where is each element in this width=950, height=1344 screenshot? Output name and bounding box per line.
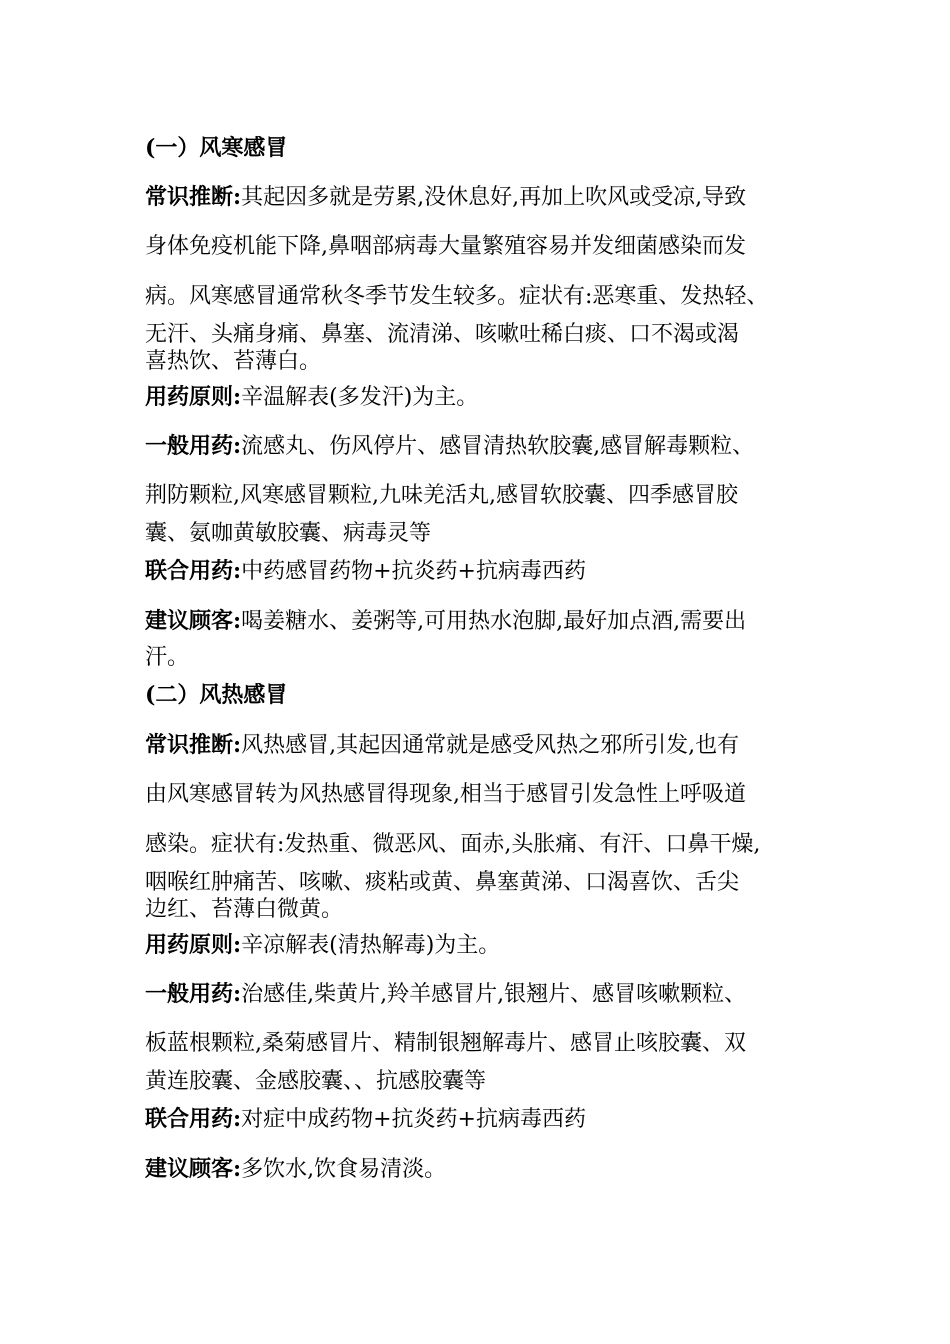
drugs-text: 板蓝根颗粒,桑菊感冒片、精制银翘解毒片、感冒止咳胶囊、双 [145,1031,746,1056]
combo-text: 对症中成药物+抗炎药+抗病毒西药 [241,1107,586,1132]
section-2-heading: (二）风热感冒 [145,682,288,708]
section-1-heading: (一）风寒感冒 [145,135,288,161]
advice-text: 汗。 [145,645,190,670]
drugs-text: 黄连胶囊、金感胶囊、、抗感胶囊等 [145,1069,487,1094]
section-1-diagnosis [145,182,825,213]
diagnosis-text: 感染。症状有:发热重、微恶风、面赤,头胀痛、有汗、口鼻干燥, [145,832,761,857]
diagnosis-text: 无汗、头痛身痛、鼻塞、流清涕、咳嗽吐稀白痰、口不渴或渴 [145,322,740,347]
diagnosis-text: 咽喉红肿痛苦、咳嗽、痰粘或黄、鼻塞黄涕、口渴喜饮、舌尖 [145,870,740,895]
advice-label: 建议顾客: [145,608,242,634]
section-2-advice [145,1154,825,1185]
diagnosis-text: 边红、苔薄白微黄。 [145,897,344,922]
advice-text: 喝姜糖水、姜粥等,可用热水泡脚,最好加点酒,需要出 [241,609,747,634]
diagnosis-text: 病。风寒感冒通常秋冬季节发生较多。症状有:恶寒重、发热轻、 [145,284,769,309]
diagnosis-text: 喜热饮、苔薄白。 [145,349,322,374]
section-1-advice [145,606,825,637]
section-1-drugs [145,431,825,462]
advice-label: 建议顾客: [145,1156,242,1182]
combo-label: 联合用药: [145,558,242,584]
principle-text: 辛温解表(多发汗)为主。 [241,385,479,410]
drugs-text: 流感丸、伤风停片、感冒清热软胶囊,感冒解毒颗粒、 [241,434,755,459]
diagnosis-label: 常识推断: [145,184,242,210]
drugs-text: 治感佳,柴黄片,羚羊感冒片,银翘片、感冒咳嗽颗粒、 [241,982,747,1007]
section-2-principle [145,930,825,961]
diagnosis-text: 风热感冒,其起因通常就是感受风热之邪所引发,也有 [241,733,740,758]
principle-label: 用药原则: [145,384,242,410]
section-2-combo [145,1104,825,1135]
diagnosis-text: 由风寒感冒转为风热感冒得现象,相当于感冒引发急性上呼吸道 [145,782,746,807]
drugs-text: 荆防颗粒,风寒感冒颗粒,九味羌活丸,感冒软胶囊、四季感冒胶 [145,483,738,508]
diagnosis-label: 常识推断: [145,732,242,758]
combo-text: 中药感冒药物+抗炎药+抗病毒西药 [241,559,586,584]
drugs-label: 一般用药: [145,433,242,459]
combo-label: 联合用药: [145,1106,242,1132]
drugs-label: 一般用药: [145,981,242,1007]
advice-text: 多饮水,饮食易清淡。 [241,1157,447,1182]
section-2-diagnosis [145,730,825,761]
section-1-principle [145,382,825,413]
diagnosis-text: 身体免疫机能下降,鼻咽部病毒大量繁殖容易并发细菌感染而发 [145,234,746,259]
drugs-text: 囊、氨咖黄敏胶囊、病毒灵等 [145,521,432,546]
section-1-combo [145,556,825,587]
principle-label: 用药原则: [145,932,242,958]
diagnosis-text: 其起因多就是劳累,没休息好,再加上吹风或受凉,导致 [241,185,747,210]
principle-text: 辛凉解表(清热解毒)为主。 [241,933,501,958]
section-2-drugs [145,979,825,1010]
